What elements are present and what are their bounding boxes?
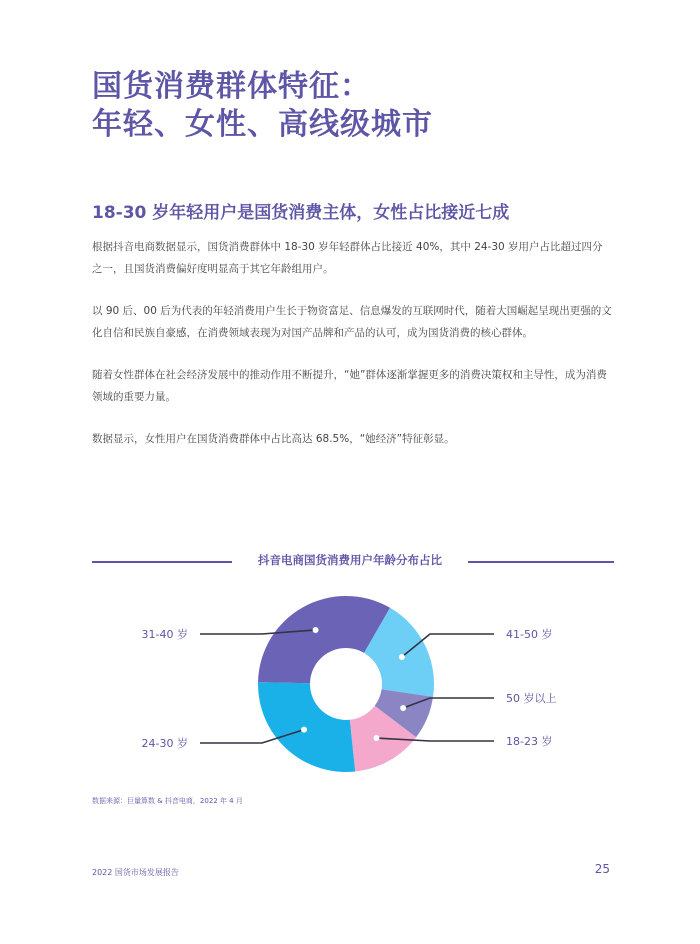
page-title-line-1: 国货消费群体特征： <box>92 69 371 104</box>
slice-label-3: 24-30 岁 <box>141 737 188 750</box>
slice-label-0: 41-50 岁 <box>506 628 553 641</box>
leader-dot-0 <box>399 654 405 660</box>
paragraph-female-share: 数据显示，女性用户在国货消费群体中占比高达 68.5%，“她经济”特征彰显。 <box>92 433 455 445</box>
donut-chart-svg <box>0 540 700 810</box>
donut-slice-3 <box>258 682 355 772</box>
section-subtitle: 18-30 岁年轻用户是国货消费主体，女性占比接近七成 <box>92 203 510 223</box>
paragraph-female-power: 随着女性群体在社会经济发展中的推动作用不断提升，“她”群体逐渐掌握更多的消费决策权和主导性，成为消费领域的重要力量。 <box>92 369 607 403</box>
slice-label-1: 50 岁以上 <box>506 692 557 705</box>
age-distribution-chart <box>0 540 700 810</box>
page-number: 25 <box>594 862 610 876</box>
report-title-footer: 2022 国货市场发展报告 <box>92 868 179 877</box>
slice-label-2: 18-23 岁 <box>506 735 553 748</box>
leader-dot-2 <box>373 735 379 741</box>
slice-label-4: 31-40 岁 <box>141 628 188 641</box>
donut-slice-4 <box>258 596 390 683</box>
page-title <box>92 68 433 144</box>
paragraph-young-consumers: 以 90 后、00 后为代表的年轻消费用户生长于物资富足、信息爆发的互联网时代，随着大国崛起呈现出更强的文化自信和民族自豪感，在消费领域表现为对国产品牌和产品的认可，成为国货消费的核心群体。 <box>92 305 612 339</box>
leader-dot-3 <box>301 727 307 733</box>
page-title-line-2: 年轻、女性、高线级城市 <box>92 107 433 142</box>
data-source-note: 数据来源：巨量算数 & 抖音电商，2022 年 4 月 <box>92 797 243 805</box>
chart-title: 抖音电商国货消费用户年龄分布占比 <box>258 553 442 567</box>
leader-dot-4 <box>313 627 319 633</box>
paragraph-age-share: 根据抖音电商数据显示，国货消费群体中 18-30 岁年轻群体占比接近 40%，其中 24-30 岁用户占比超过四分之一，且国货消费偏好度明显高于其它年龄组用户。 <box>92 241 603 275</box>
leader-dot-1 <box>400 705 406 711</box>
